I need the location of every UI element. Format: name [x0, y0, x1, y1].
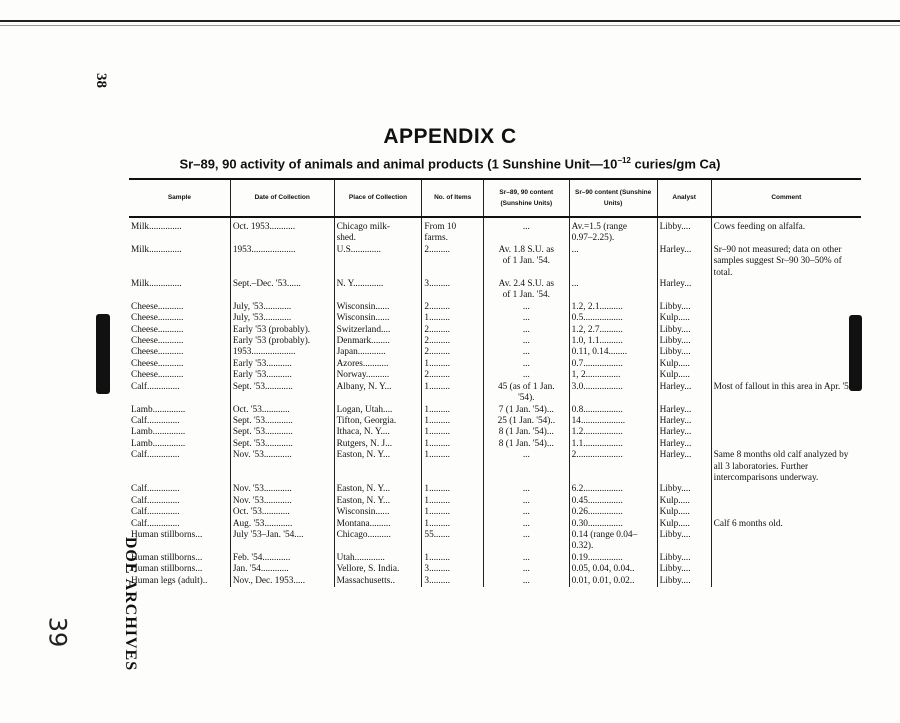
table-row [129, 359, 861, 370]
header-sr90: Sr–90 content (Sunshine Units) [569, 179, 657, 217]
cell-analyst: Kulp..... [657, 313, 711, 324]
cell-sr90: 0.26............... [569, 507, 657, 518]
table-row [129, 576, 861, 587]
cell-comment [711, 484, 861, 495]
cell-comment [711, 347, 861, 358]
cell-comment [711, 507, 861, 518]
cell-place: Easton, N. Y... [334, 484, 422, 495]
cell-items: 2......... [422, 336, 484, 347]
cell-comment: Sr–90 not measured; data on other samples suggest Sr–90 30–50% of total. [711, 245, 861, 279]
cell-analyst: Harley... [657, 279, 711, 302]
cell-items: 1......... [422, 439, 484, 450]
caption-text: Sr–89, 90 activity of animals and animal products (1 Sunshine Unit—10 [179, 156, 618, 172]
cell-place: Wisconsin...... [334, 507, 422, 518]
cell-items: From 10 farms. [422, 217, 484, 245]
cell-place: Easton, N. Y... [334, 496, 422, 507]
cell-sample: Calf.............. [131, 484, 180, 495]
cell-analyst: Harley... [657, 405, 711, 416]
cell-comment [711, 427, 861, 438]
cell-date: Oct. '53............ [230, 507, 334, 518]
cell-place: Azores........... [334, 359, 422, 370]
table-row [129, 217, 861, 245]
cell-analyst: Libby.... [657, 564, 711, 575]
cell-sr8990: 7 (1 Jan. '54)... [483, 405, 569, 416]
cell-sr8990: ... [483, 325, 569, 336]
cell-sample: Calf.............. [131, 507, 180, 518]
cell-sr8990: ... [483, 347, 569, 358]
data-table [129, 178, 861, 587]
cell-sample: Calf.............. [131, 381, 180, 392]
cell-analyst: Libby.... [657, 530, 711, 553]
cell-analyst: Libby.... [657, 347, 711, 358]
cell-comment [711, 553, 861, 564]
cell-sample: Cheese........... [131, 301, 184, 312]
cell-date: 1953................... [230, 347, 334, 358]
cell-sr90: 0.30............... [569, 519, 657, 530]
cell-date: Sept.–Dec. '53...... [230, 279, 334, 302]
cell-sr90: 1.1................. [569, 439, 657, 450]
cell-items: 1......... [422, 313, 484, 324]
cell-comment [711, 416, 861, 427]
cell-comment [711, 325, 861, 336]
cell-analyst: Harley... [657, 427, 711, 438]
cell-date: Early '53 (probably). [230, 325, 334, 336]
cell-sr8990: ... [483, 496, 569, 507]
cell-sr90: 0.19............... [569, 553, 657, 564]
caption-units: curies/gm Ca) [630, 156, 721, 172]
cell-place: Utah............. [334, 553, 422, 564]
cell-sample: Human stillborns... [131, 552, 203, 563]
cell-sr8990: Av. 2.4 S.U. as of 1 Jan. '54. [483, 279, 569, 302]
cell-sr90: 14................... [569, 416, 657, 427]
cell-comment: Same 8 months old calf analyzed by all 3 laboratories. Further intercomparisons underway. [711, 450, 861, 484]
cell-date: July '53–Jan. '54.... [230, 530, 334, 553]
table-row [129, 439, 861, 450]
caption-exponent: −12 [617, 156, 631, 165]
cell-comment [711, 279, 861, 302]
cell-date: Aug. '53............ [230, 519, 334, 530]
cell-place: Logan, Utah.... [334, 405, 422, 416]
cell-date: Nov., Dec. 1953..... [230, 576, 334, 587]
cell-date: Sept. '53............ [230, 416, 334, 427]
cell-place: Rutgers, N. J... [334, 439, 422, 450]
cell-items: 2......... [422, 370, 484, 381]
cell-date: Jan. '54............ [230, 564, 334, 575]
table-row [129, 553, 861, 564]
table-row [129, 302, 861, 313]
cell-comment [711, 496, 861, 507]
handwritten-page-number: 39 [43, 616, 72, 648]
cell-sr8990: ... [483, 484, 569, 495]
cell-sr8990: ... [483, 450, 569, 484]
cell-items: 2......... [422, 347, 484, 358]
table-row [129, 564, 861, 575]
cell-comment [711, 530, 861, 553]
cell-date: July, '53............ [230, 302, 334, 313]
cell-place: Japan............ [334, 347, 422, 358]
cell-sample: Milk.............. [131, 222, 182, 232]
cell-sr90: 1.2................. [569, 427, 657, 438]
cell-sample: Human legs (adult).. [131, 575, 208, 586]
table-row [129, 245, 861, 279]
cell-comment [711, 359, 861, 370]
cell-sr8990: ... [483, 530, 569, 553]
page-number: 38 [93, 73, 109, 88]
cell-date: Oct. 1953........... [230, 217, 334, 245]
cell-sample: Cheese........... [131, 370, 184, 381]
table-row [129, 427, 861, 438]
cell-place: Norway.......... [334, 370, 422, 381]
cell-items: 1......... [422, 450, 484, 484]
table-row [129, 530, 861, 553]
cell-items: 1......... [422, 484, 484, 495]
cell-sample: Cheese........... [131, 347, 184, 358]
table-caption [0, 156, 900, 171]
table-row [129, 347, 861, 358]
cell-sr8990: ... [483, 336, 569, 347]
cell-sample: Cheese........... [131, 324, 184, 335]
cell-analyst: Harley... [657, 416, 711, 427]
table-row [129, 336, 861, 347]
cell-sr8990: ... [483, 370, 569, 381]
cell-sr8990: ... [483, 576, 569, 587]
cell-analyst: Harley... [657, 245, 711, 279]
table-row [129, 450, 861, 484]
cell-sr90: 0.8................. [569, 405, 657, 416]
cell-sample: Milk.............. [131, 279, 182, 290]
cell-date: Early '53........... [230, 359, 334, 370]
cell-sr90: 0.11, 0.14........ [569, 347, 657, 358]
cell-sr90: 0.01, 0.01, 0.02.. [569, 576, 657, 587]
cell-items: 3......... [422, 576, 484, 587]
header-analyst: Analyst [657, 179, 711, 217]
cell-sr8990: ... [483, 519, 569, 530]
cell-sr8990: 8 (1 Jan. '54)... [483, 427, 569, 438]
cell-comment: Calf 6 months old. [711, 519, 861, 530]
cell-sample: Calf.............. [131, 415, 180, 426]
page-title: APPENDIX C [383, 125, 517, 148]
cell-sample: Cheese........... [131, 336, 184, 347]
header-comment: Comment [711, 179, 861, 217]
cell-sr8990: ... [483, 217, 569, 245]
header-items: No. of Items [422, 179, 484, 217]
cell-analyst: Kulp..... [657, 359, 711, 370]
cell-sample: Human stillborns... [131, 529, 203, 540]
table-row [129, 313, 861, 324]
cell-place: Tifton, Georgia. [334, 416, 422, 427]
cell-analyst: Libby.... [657, 302, 711, 313]
cell-items: 2......... [422, 325, 484, 336]
cell-sr8990: 8 (1 Jan. '54)... [483, 439, 569, 450]
cell-sample: Calf.............. [131, 518, 180, 529]
cell-sample: Cheese........... [131, 358, 184, 369]
cell-sr8990: Av. 1.8 S.U. as of 1 Jan. '54. [483, 245, 569, 279]
cell-date: Sept. '53............ [230, 439, 334, 450]
cell-sample: Calf.............. [131, 450, 180, 461]
cell-analyst: Kulp..... [657, 519, 711, 530]
cell-place: Chicago.......... [334, 530, 422, 553]
cell-comment [711, 302, 861, 313]
archive-stamp: DOE ARCHIVES [122, 536, 139, 672]
cell-date: Early '53 (probably). [230, 336, 334, 347]
cell-sr90: 1.0, 1.1.......... [569, 336, 657, 347]
cell-items: 1......... [422, 553, 484, 564]
cell-analyst: Harley... [657, 382, 711, 405]
cell-items: 1......... [422, 427, 484, 438]
cell-date: 1953................... [230, 245, 334, 279]
cell-items: 3......... [422, 564, 484, 575]
header-date: Date of Collection [230, 179, 334, 217]
cell-items: 1......... [422, 382, 484, 405]
cell-items: 1......... [422, 416, 484, 427]
cell-place: U.S............. [334, 245, 422, 279]
cell-sample: Lamb.............. [131, 438, 186, 449]
cell-comment [711, 405, 861, 416]
cell-sr90: Av.=1.5 (range 0.97–2.25). [569, 217, 657, 245]
cell-place: Ithaca, N. Y.... [334, 427, 422, 438]
cell-items: 55....... [422, 530, 484, 553]
cell-place: Albany, N. Y... [334, 382, 422, 405]
table-row [129, 496, 861, 507]
cell-analyst: Harley... [657, 450, 711, 484]
cell-analyst: Kulp..... [657, 496, 711, 507]
cell-place: Denmark........ [334, 336, 422, 347]
top-rule [0, 20, 900, 22]
cell-sr90: 3.0................. [569, 382, 657, 405]
cell-place: Wisconsin...... [334, 313, 422, 324]
cell-items: 1......... [422, 405, 484, 416]
cell-sr8990: ... [483, 507, 569, 518]
cell-date: Nov. '53............ [230, 496, 334, 507]
cell-analyst: Libby.... [657, 217, 711, 245]
cell-sr8990: 25 (1 Jan. '54).. [483, 416, 569, 427]
cell-sr8990: 45 (as of 1 Jan. '54). [483, 382, 569, 405]
cell-sr8990: ... [483, 359, 569, 370]
cell-analyst: Libby.... [657, 484, 711, 495]
cell-place: Vellore, S. India. [334, 564, 422, 575]
table-row [129, 405, 861, 416]
cell-sr8990: ... [483, 313, 569, 324]
cell-sample: Human stillborns... [131, 564, 203, 575]
cell-sample: Lamb.............. [131, 404, 186, 415]
cell-date: Feb. '54............ [230, 553, 334, 564]
cell-sample: Milk.............. [131, 244, 182, 255]
table-row [129, 279, 861, 302]
cell-place: Chicago milk- shed. [334, 217, 422, 245]
top-rule-secondary [0, 25, 900, 26]
cell-sr90: 6.2................. [569, 484, 657, 495]
table-body [129, 217, 861, 587]
table-row [129, 416, 861, 427]
cell-comment [711, 564, 861, 575]
cell-items: 2......... [422, 245, 484, 279]
header-place: Place of Collection [334, 179, 422, 217]
cell-analyst: Libby.... [657, 576, 711, 587]
cell-items: 3......... [422, 279, 484, 302]
cell-comment [711, 576, 861, 587]
cell-comment: Most of fallout in this area in Apr. '53. [711, 382, 861, 405]
cell-comment [711, 439, 861, 450]
header-sample: Sample [129, 179, 230, 217]
cell-sr90: 0.05, 0.04, 0.04.. [569, 564, 657, 575]
cell-sr90: 0.14 (range 0.04– 0.32). [569, 530, 657, 553]
cell-place: Montana......... [334, 519, 422, 530]
cell-items: 1......... [422, 507, 484, 518]
cell-analyst: Kulp..... [657, 507, 711, 518]
cell-sr8990: ... [483, 302, 569, 313]
cell-date: Oct. '53............ [230, 405, 334, 416]
cell-analyst: Kulp..... [657, 370, 711, 381]
table-row [129, 507, 861, 518]
cell-sr90: 1, 2............... [569, 370, 657, 381]
table-row [129, 325, 861, 336]
cell-sr8990: ... [483, 564, 569, 575]
cell-sr90: 0.5................. [569, 313, 657, 324]
cell-date: Nov. '53............ [230, 484, 334, 495]
cell-date: July, '53............ [230, 313, 334, 324]
cell-comment [711, 313, 861, 324]
cell-sr90: 0.45............... [569, 496, 657, 507]
cell-items: 1......... [422, 519, 484, 530]
cell-sr90: 1.2, 2.1.......... [569, 302, 657, 313]
cell-sr8990: ... [483, 553, 569, 564]
cell-items: 2......... [422, 302, 484, 313]
cell-items: 1......... [422, 496, 484, 507]
table-row [129, 370, 861, 381]
cell-sr90: ... [569, 245, 657, 279]
cell-sr90: 1.2, 2.7.......... [569, 325, 657, 336]
cell-place: N. Y............. [334, 279, 422, 302]
cell-sample: Lamb.............. [131, 427, 186, 438]
cell-date: Sept. '53............ [230, 382, 334, 405]
cell-place: Switzerland.... [334, 325, 422, 336]
cell-date: Nov. '53............ [230, 450, 334, 484]
table-row [129, 519, 861, 530]
binding-mark-left [96, 314, 110, 394]
cell-sample: Cheese........... [131, 313, 184, 324]
cell-analyst: Libby.... [657, 553, 711, 564]
table-row [129, 484, 861, 495]
cell-analyst: Libby.... [657, 325, 711, 336]
cell-items: 1......... [422, 359, 484, 370]
header-row [129, 179, 861, 217]
cell-date: Sept. '53............ [230, 427, 334, 438]
header-sr8990: Sr–89, 90 content (Sunshine Units) [483, 179, 569, 217]
cell-sample: Calf.............. [131, 495, 180, 506]
cell-analyst: Harley... [657, 439, 711, 450]
cell-sr90: 0.7................. [569, 359, 657, 370]
cell-place: Massachusetts.. [334, 576, 422, 587]
cell-place: Wisconsin...... [334, 302, 422, 313]
cell-date: Early '53........... [230, 370, 334, 381]
table-row [129, 382, 861, 405]
cell-comment: Cows feeding on alfalfa. [711, 217, 861, 245]
cell-sr90: 2.................... [569, 450, 657, 484]
cell-sr90: ... [569, 279, 657, 302]
cell-analyst: Libby.... [657, 336, 711, 347]
cell-comment [711, 336, 861, 347]
cell-comment [711, 370, 861, 381]
cell-place: Easton, N. Y... [334, 450, 422, 484]
